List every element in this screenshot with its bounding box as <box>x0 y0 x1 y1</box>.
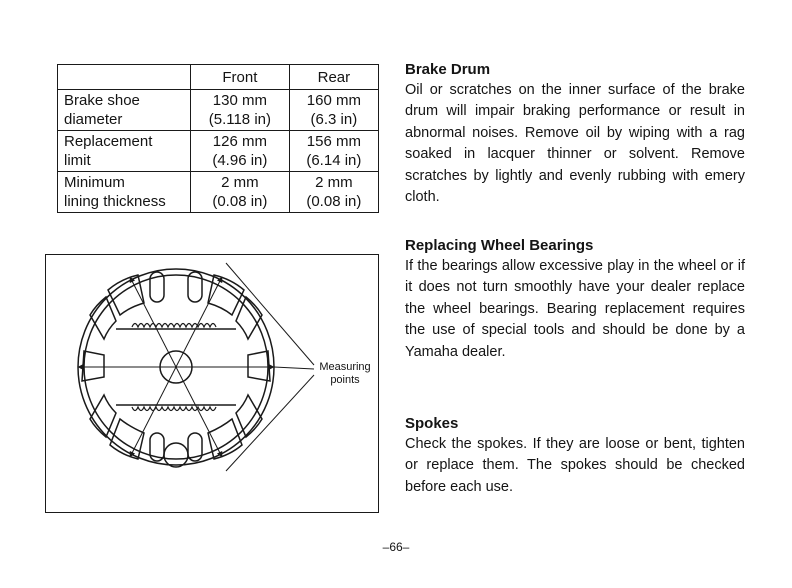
drum-segment <box>108 275 144 315</box>
section-heading: Spokes <box>405 415 459 432</box>
measuring-label-line: points <box>330 374 360 386</box>
front-value <box>191 90 290 131</box>
page-number: –66– <box>382 540 410 554</box>
row-label-line: lining thickness <box>64 193 166 210</box>
rear-imperial: (0.08 in) <box>306 193 362 210</box>
front-imperial: (0.08 in) <box>212 193 268 210</box>
row-label <box>58 131 191 172</box>
front-value <box>191 131 290 172</box>
rear-imperial: (6.14 in) <box>306 152 362 169</box>
measuring-label-line: Measuring <box>319 361 371 373</box>
return-spring <box>132 407 216 411</box>
row-label-line: Replacement <box>64 133 153 150</box>
drum-segment <box>90 297 116 339</box>
drum-hub-hole <box>164 443 188 467</box>
table-row <box>58 131 379 172</box>
return-spring <box>132 324 216 328</box>
rear-metric: 160 mm <box>306 92 361 109</box>
measuring-points-label <box>313 361 377 387</box>
rear-metric: 2 mm <box>315 174 353 191</box>
table-header-corner <box>58 65 191 90</box>
row-label <box>58 172 191 213</box>
section-spokes <box>405 414 745 498</box>
front-value <box>191 172 290 213</box>
front-imperial: (4.96 in) <box>212 152 268 169</box>
drum-segment <box>90 395 116 437</box>
table-row <box>58 172 379 213</box>
section-brake-drum <box>405 60 745 208</box>
drum-segment <box>208 275 244 315</box>
brake-drum-diagram <box>45 254 379 513</box>
front-metric: 2 mm <box>221 174 259 191</box>
section-body: If the bearings allow excessive play in the wheel or if it does not turn smoothly have your dealer replace the wheel bearings. Bearing replacement requires the use of special tools and should be done by a Yamaha dealer. <box>405 258 745 360</box>
row-label <box>58 90 191 131</box>
section-heading: Replacing Wheel Bearings <box>405 237 594 254</box>
front-metric: 130 mm <box>212 92 267 109</box>
section-heading: Brake Drum <box>405 61 491 78</box>
rear-imperial: (6.3 in) <box>310 111 358 128</box>
row-label-line: diameter <box>64 111 123 128</box>
table-header-front: Front <box>191 65 290 90</box>
drum-segment <box>236 395 262 437</box>
section-wheel-bearings <box>405 236 745 363</box>
drum-segment <box>236 297 262 339</box>
rear-value <box>289 172 378 213</box>
row-label-line: limit <box>64 152 91 169</box>
row-label-line: Brake shoe <box>64 92 140 109</box>
front-metric: 126 mm <box>212 133 267 150</box>
table-header-rear: Rear <box>289 65 378 90</box>
leader-line <box>274 367 314 369</box>
table-row <box>58 90 379 131</box>
section-body: Oil or scratches on the inner surface of the brake drum will impair braking performance or result in abnormal noises. Remove oil by wiping with a rag soaked in lacquer thinner or solvent. Remove scratches by lightly and evenly rubbing with emery cloth. <box>405 82 745 206</box>
leader-line <box>226 375 314 471</box>
row-label-line: Minimum <box>64 174 125 191</box>
rear-metric: 156 mm <box>306 133 361 150</box>
front-imperial: (5.118 in) <box>208 111 271 128</box>
table-header-row <box>58 65 379 90</box>
section-body: Check the spokes. If they are loose or bent, tighten or replace them. The spokes should be checked before each use. <box>405 436 745 495</box>
rear-value <box>289 131 378 172</box>
rear-value <box>289 90 378 131</box>
brake-spec-table <box>57 64 379 213</box>
